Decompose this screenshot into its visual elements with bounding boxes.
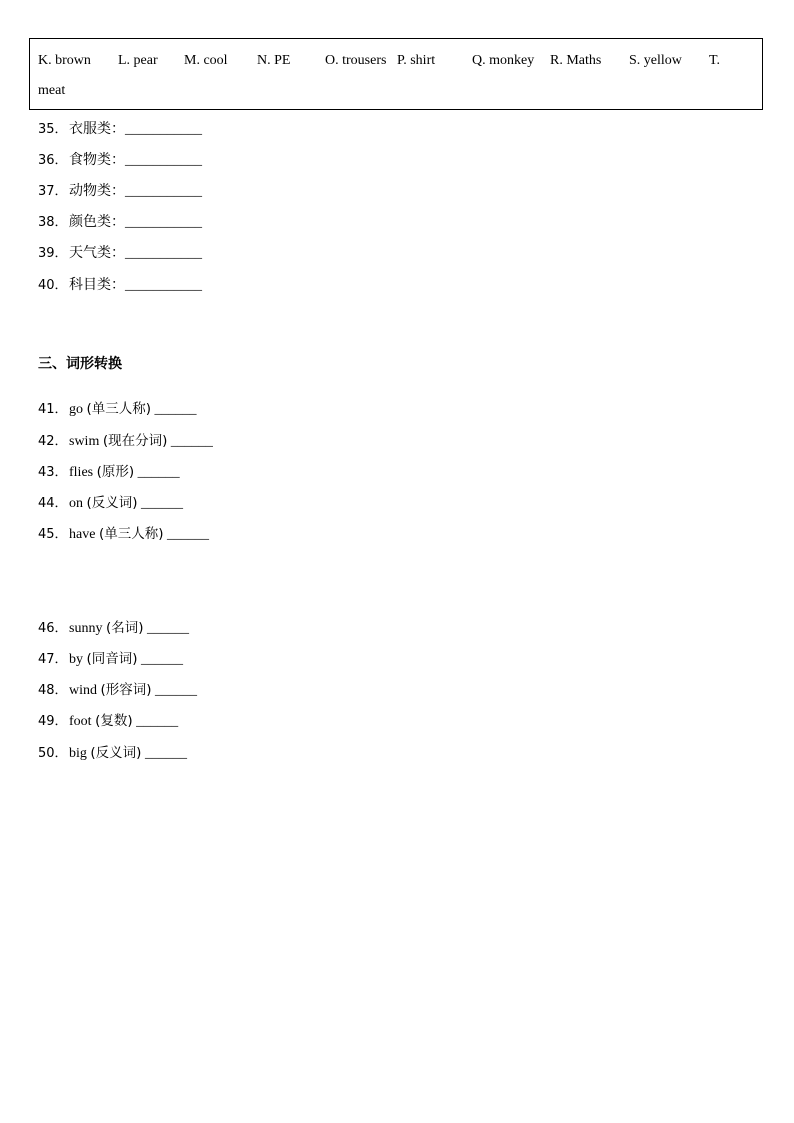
transform-item: 50．big (反义词) ______ [38,745,187,761]
category-item: 39．天气类：___________ [38,245,202,261]
transform-item: 47．by (同音词) ______ [38,651,184,667]
word-o: O. trousers [325,53,387,68]
word-t: T. [709,53,721,68]
word-s: S. yellow [629,53,682,68]
answer-blank[interactable]: ___________ [125,122,202,137]
word-l: L. pear [118,53,158,68]
word-n: N. PE [257,53,291,68]
category-item: 35．衣服类：___________ [38,121,202,137]
word-bank-box [29,38,763,110]
transform-item: 48．wind (形容词) ______ [38,682,198,698]
answer-blank[interactable]: ______ [147,621,189,636]
word-r: R. Maths [550,53,602,68]
answer-blank[interactable]: ______ [155,683,198,698]
answer-blank[interactable]: ______ [144,746,187,761]
transform-item: 43．flies (原形) ______ [38,464,180,480]
word-p: P. shirt [397,53,436,68]
category-item: 36．食物类：___________ [38,152,202,168]
answer-blank[interactable]: ___________ [125,184,202,199]
word-t-continued: meat [38,83,66,98]
transform-item: 41．go (单三人称) ______ [38,401,197,417]
answer-blank[interactable]: ______ [137,465,180,480]
transform-item: 49．foot (复数) ______ [38,713,179,729]
answer-blank[interactable]: ___________ [125,153,202,168]
transform-item: 46．sunny (名词) ______ [38,620,189,636]
category-item: 38．颜色类：___________ [38,214,202,230]
answer-blank[interactable]: ___________ [125,278,202,293]
transform-item: 44．on (反义词) ______ [38,495,184,511]
answer-blank[interactable]: ______ [136,714,179,729]
transform-item: 45．have (单三人称) ______ [38,526,209,542]
answer-blank[interactable]: ___________ [125,215,202,230]
answer-blank[interactable]: ______ [166,527,209,542]
answer-blank[interactable]: ___________ [125,246,202,261]
answer-blank[interactable]: ______ [154,402,197,417]
word-q: Q. monkey [472,53,535,68]
word-m: M. cool [184,53,228,68]
answer-blank[interactable]: ______ [170,434,213,449]
word-k: K. brown [38,53,91,68]
answer-blank[interactable]: ______ [141,496,184,511]
section-title: 三、词形转换 [38,356,122,372]
answer-blank[interactable]: ______ [141,652,184,667]
transform-item: 42．swim (现在分词) ______ [38,433,213,449]
category-item: 37．动物类：___________ [38,183,202,199]
category-item: 40．科目类：___________ [38,277,202,293]
